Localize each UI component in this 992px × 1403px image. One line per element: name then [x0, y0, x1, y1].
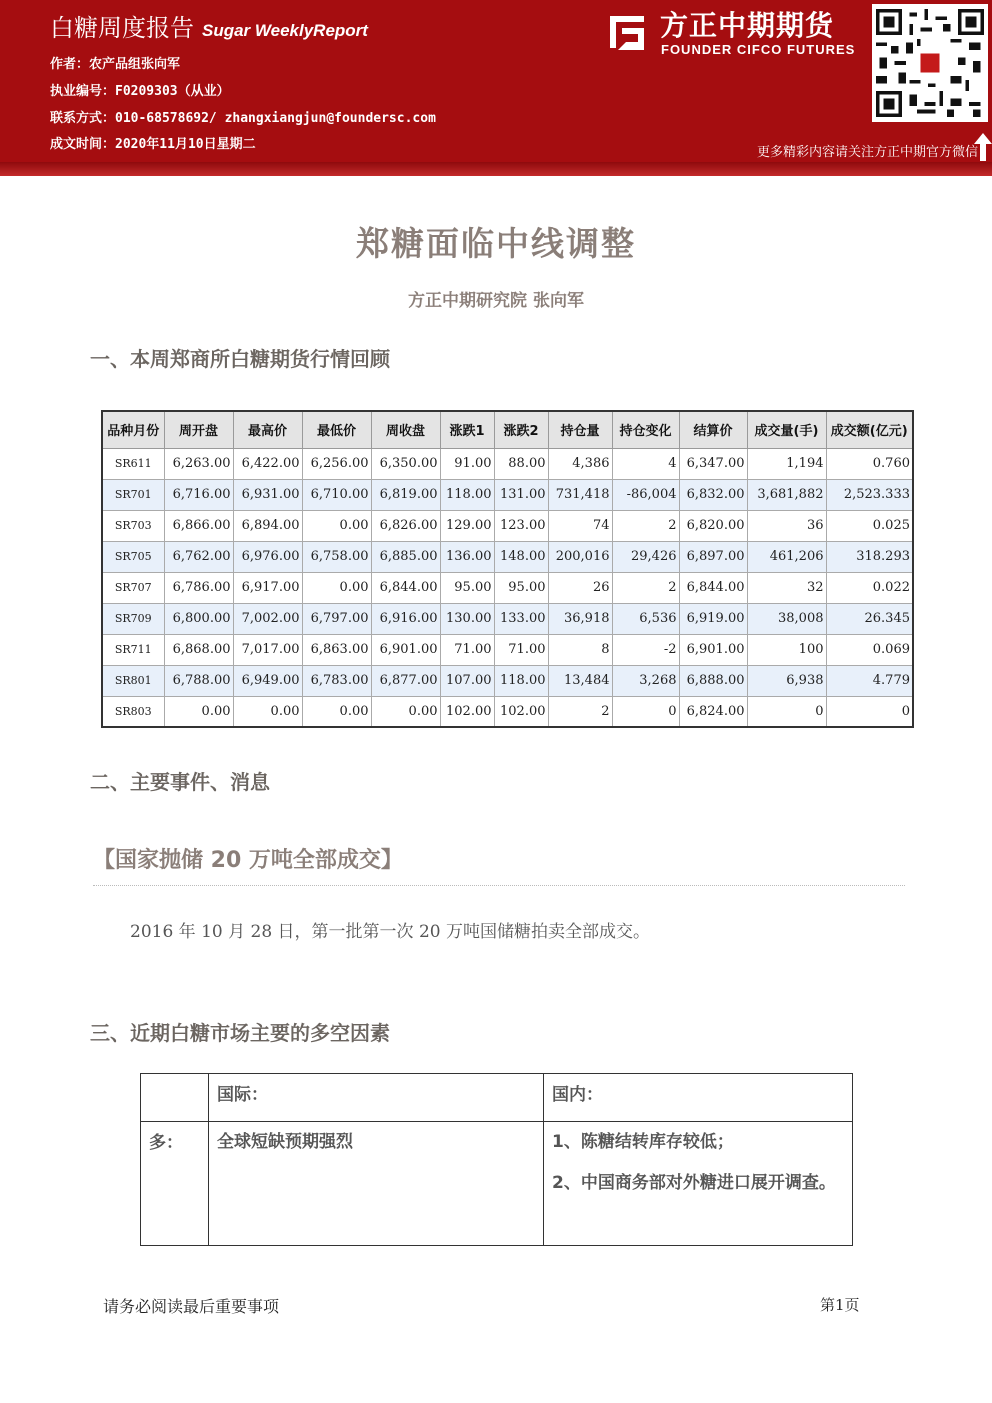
- table-cell: 6,894.00: [233, 510, 302, 541]
- table-cell: 0.00: [302, 696, 371, 727]
- column-header: 涨跌2: [494, 411, 548, 448]
- column-header: 周收盘: [371, 411, 440, 448]
- table-cell: 0.00: [302, 510, 371, 541]
- table-cell: 2: [612, 510, 679, 541]
- table-cell: 4,386: [548, 448, 612, 479]
- factors-table: [140, 1073, 853, 1246]
- table-cell: 6,256.00: [302, 448, 371, 479]
- table-row: [102, 541, 913, 572]
- table-cell: 133.00: [494, 603, 548, 634]
- column-header: 持仓量: [548, 411, 612, 448]
- table-cell: 26: [548, 572, 612, 603]
- table-cell: 6,826.00: [371, 510, 440, 541]
- table-cell: 6,422.00: [233, 448, 302, 479]
- table-cell: 0.022: [826, 572, 913, 603]
- contact-line: 联系方式：010-68578692/ zhangxiangjun@foundersc.com: [50, 111, 436, 126]
- table-cell: -86,004: [612, 479, 679, 510]
- contract-cell: SR803: [102, 696, 164, 727]
- table-cell: 6,901.00: [371, 634, 440, 665]
- table-cell: 95.00: [440, 572, 494, 603]
- contract-cell: SR711: [102, 634, 164, 665]
- table-cell: 88.00: [494, 448, 548, 479]
- logo-text-en: FOUNDER CIFCO FUTURES: [661, 42, 856, 57]
- table-row: [102, 696, 913, 727]
- news-box-title: 【国家抛储 20 万吨全部成交】: [93, 848, 403, 873]
- table-cell: 118.00: [440, 479, 494, 510]
- column-header: 结算价: [679, 411, 747, 448]
- table-cell: 0.025: [826, 510, 913, 541]
- table-cell: 6,716.00: [164, 479, 233, 510]
- table-cell: 131.00: [494, 479, 548, 510]
- table-row: [102, 448, 913, 479]
- table-cell: 0.760: [826, 448, 913, 479]
- table-cell: 29,426: [612, 541, 679, 572]
- section1-heading: 一、本周郑商所白糖期货行情回顾: [90, 347, 390, 371]
- table-cell: 0: [747, 696, 826, 727]
- arrow-up-icon: [974, 133, 992, 161]
- table-row: [102, 572, 913, 603]
- table-cell: 318.293: [826, 541, 913, 572]
- section2-heading: 二、主要事件、消息: [90, 770, 270, 794]
- column-header: 周开盘: [164, 411, 233, 448]
- contract-cell: SR703: [102, 510, 164, 541]
- factors-dom-cell: [544, 1122, 853, 1246]
- table-cell: 7,017.00: [233, 634, 302, 665]
- table-cell: 6,844.00: [679, 572, 747, 603]
- dotted-divider: [93, 885, 905, 886]
- table-cell: 0.00: [233, 696, 302, 727]
- table-cell: 6,917.00: [233, 572, 302, 603]
- table-cell: 6,832.00: [679, 479, 747, 510]
- table-cell: 6,888.00: [679, 665, 747, 696]
- table-cell: 6,758.00: [302, 541, 371, 572]
- table-cell: 148.00: [494, 541, 548, 572]
- table-cell: 136.00: [440, 541, 494, 572]
- table-cell: 6,877.00: [371, 665, 440, 696]
- factors-dom-header: 国内：: [544, 1074, 853, 1122]
- factor-dom-item: 2、中国商务部对外糖进口展开调查。: [552, 1173, 836, 1193]
- market-review-table: [101, 410, 914, 728]
- table-cell: 91.00: [440, 448, 494, 479]
- table-cell: 36: [747, 510, 826, 541]
- column-header: 品种月份: [102, 411, 164, 448]
- founder-logo-icon: [604, 10, 650, 54]
- qr-code-icon[interactable]: [872, 4, 988, 122]
- table-cell: 0.069: [826, 634, 913, 665]
- table-cell: 95.00: [494, 572, 548, 603]
- table-cell: 102.00: [494, 696, 548, 727]
- table-cell: 3,268: [612, 665, 679, 696]
- contract-cell: SR801: [102, 665, 164, 696]
- table-cell: 6,931.00: [233, 479, 302, 510]
- table-cell: 6,536: [612, 603, 679, 634]
- table-cell: 71.00: [440, 634, 494, 665]
- table-cell: 2: [612, 572, 679, 603]
- table-row: [102, 510, 913, 541]
- table-cell: 6,824.00: [679, 696, 747, 727]
- table-cell: 6,797.00: [302, 603, 371, 634]
- table-cell: 6,866.00: [164, 510, 233, 541]
- table-cell: 6,819.00: [371, 479, 440, 510]
- table-cell: 100: [747, 634, 826, 665]
- table-cell: 32: [747, 572, 826, 603]
- table-cell: 8: [548, 634, 612, 665]
- table-cell: 38,008: [747, 603, 826, 634]
- logo-text-cn: 方正中期期货: [660, 9, 835, 42]
- table-cell: 6,786.00: [164, 572, 233, 603]
- contract-cell: SR707: [102, 572, 164, 603]
- table-cell: 107.00: [440, 665, 494, 696]
- factor-dom-item: 1、陈糖结转库存较低；: [552, 1132, 734, 1152]
- contract-cell: SR709: [102, 603, 164, 634]
- table-cell: 6,938: [747, 665, 826, 696]
- document-title: 郑糖面临中线调整: [356, 224, 636, 263]
- table-cell: 6,916.00: [371, 603, 440, 634]
- table-header-row: [102, 411, 913, 448]
- table-cell: 6,868.00: [164, 634, 233, 665]
- column-header: 涨跌1: [440, 411, 494, 448]
- factors-header-row: [141, 1074, 853, 1122]
- table-cell: 71.00: [494, 634, 548, 665]
- table-cell: 6,788.00: [164, 665, 233, 696]
- table-cell: 13,484: [548, 665, 612, 696]
- column-header: 最低价: [302, 411, 371, 448]
- table-cell: 6,263.00: [164, 448, 233, 479]
- contract-cell: SR701: [102, 479, 164, 510]
- report-title-en: Sugar WeeklyReport: [202, 21, 368, 40]
- section3-heading: 三、近期白糖市场主要的多空因素: [90, 1021, 390, 1045]
- table-cell: 6,901.00: [679, 634, 747, 665]
- table-cell: 0.00: [371, 696, 440, 727]
- table-cell: 2,523.333: [826, 479, 913, 510]
- table-cell: 26.345: [826, 603, 913, 634]
- factors-corner-cell: [141, 1074, 209, 1122]
- table-cell: 130.00: [440, 603, 494, 634]
- table-cell: 0.00: [302, 572, 371, 603]
- table-cell: 118.00: [494, 665, 548, 696]
- table-cell: 0: [826, 696, 913, 727]
- table-cell: 6,800.00: [164, 603, 233, 634]
- table-cell: 6,863.00: [302, 634, 371, 665]
- table-cell: 6,710.00: [302, 479, 371, 510]
- factors-intl-header: 国际：: [209, 1074, 544, 1122]
- table-cell: 123.00: [494, 510, 548, 541]
- table-row: [102, 479, 913, 510]
- factors-bull-row: [141, 1122, 853, 1246]
- footer-disclaimer-note: 请务必阅读最后重要事项: [103, 1297, 280, 1316]
- header-strip: [0, 162, 992, 176]
- column-header: 最高价: [233, 411, 302, 448]
- table-cell: 6,949.00: [233, 665, 302, 696]
- table-cell: 461,206: [747, 541, 826, 572]
- news-paragraph: 2016 年 10 月 28 日，第一批第一次 20 万吨国储糖拍卖全部成交。: [130, 922, 650, 942]
- table-cell: 6,347.00: [679, 448, 747, 479]
- license-line: 执业编号：F0209303（从业）: [50, 84, 230, 99]
- table-cell: 6,820.00: [679, 510, 747, 541]
- page-number: 第1页: [820, 1296, 860, 1314]
- table-cell: 6,783.00: [302, 665, 371, 696]
- factors-bull-label: 多：: [141, 1122, 209, 1246]
- table-cell: 200,016: [548, 541, 612, 572]
- report-title: [50, 8, 368, 43]
- table-cell: 6,762.00: [164, 541, 233, 572]
- table-row: [102, 665, 913, 696]
- table-cell: 3,681,882: [747, 479, 826, 510]
- table-cell: 6,844.00: [371, 572, 440, 603]
- factor-intl-item: 全球短缺预期强烈: [217, 1132, 353, 1152]
- table-cell: 74: [548, 510, 612, 541]
- table-body: [102, 448, 913, 727]
- table-row: [102, 634, 913, 665]
- table-cell: 6,897.00: [679, 541, 747, 572]
- table-cell: 0: [612, 696, 679, 727]
- table-cell: 102.00: [440, 696, 494, 727]
- table-cell: 129.00: [440, 510, 494, 541]
- contract-cell: SR705: [102, 541, 164, 572]
- table-cell: 4.779: [826, 665, 913, 696]
- date-line: 成文时间：2020年11月10日星期二: [50, 137, 256, 152]
- column-header: 持仓变化: [612, 411, 679, 448]
- table-cell: 4: [612, 448, 679, 479]
- table-cell: -2: [612, 634, 679, 665]
- table-cell: 1,194: [747, 448, 826, 479]
- column-header: 成交额(亿元): [826, 411, 913, 448]
- table-cell: 6,885.00: [371, 541, 440, 572]
- table-cell: 731,418: [548, 479, 612, 510]
- wechat-follow-note: 更多精彩内容请关注方正中期官方微信: [756, 145, 978, 160]
- column-header: 成交量(手): [747, 411, 826, 448]
- table-cell: 36,918: [548, 603, 612, 634]
- document-author: 方正中期研究院 张向军: [408, 291, 584, 311]
- table-cell: 6,919.00: [679, 603, 747, 634]
- table-cell: 2: [548, 696, 612, 727]
- table-cell: 6,350.00: [371, 448, 440, 479]
- factors-intl-cell: [209, 1122, 544, 1246]
- table-cell: 7,002.00: [233, 603, 302, 634]
- author-line: 作者：农产品组张向军: [50, 57, 181, 72]
- contract-cell: SR611: [102, 448, 164, 479]
- table-cell: 6,976.00: [233, 541, 302, 572]
- table-cell: 0.00: [164, 696, 233, 727]
- table-row: [102, 603, 913, 634]
- report-title-cn: 白糖周度报告: [50, 14, 194, 42]
